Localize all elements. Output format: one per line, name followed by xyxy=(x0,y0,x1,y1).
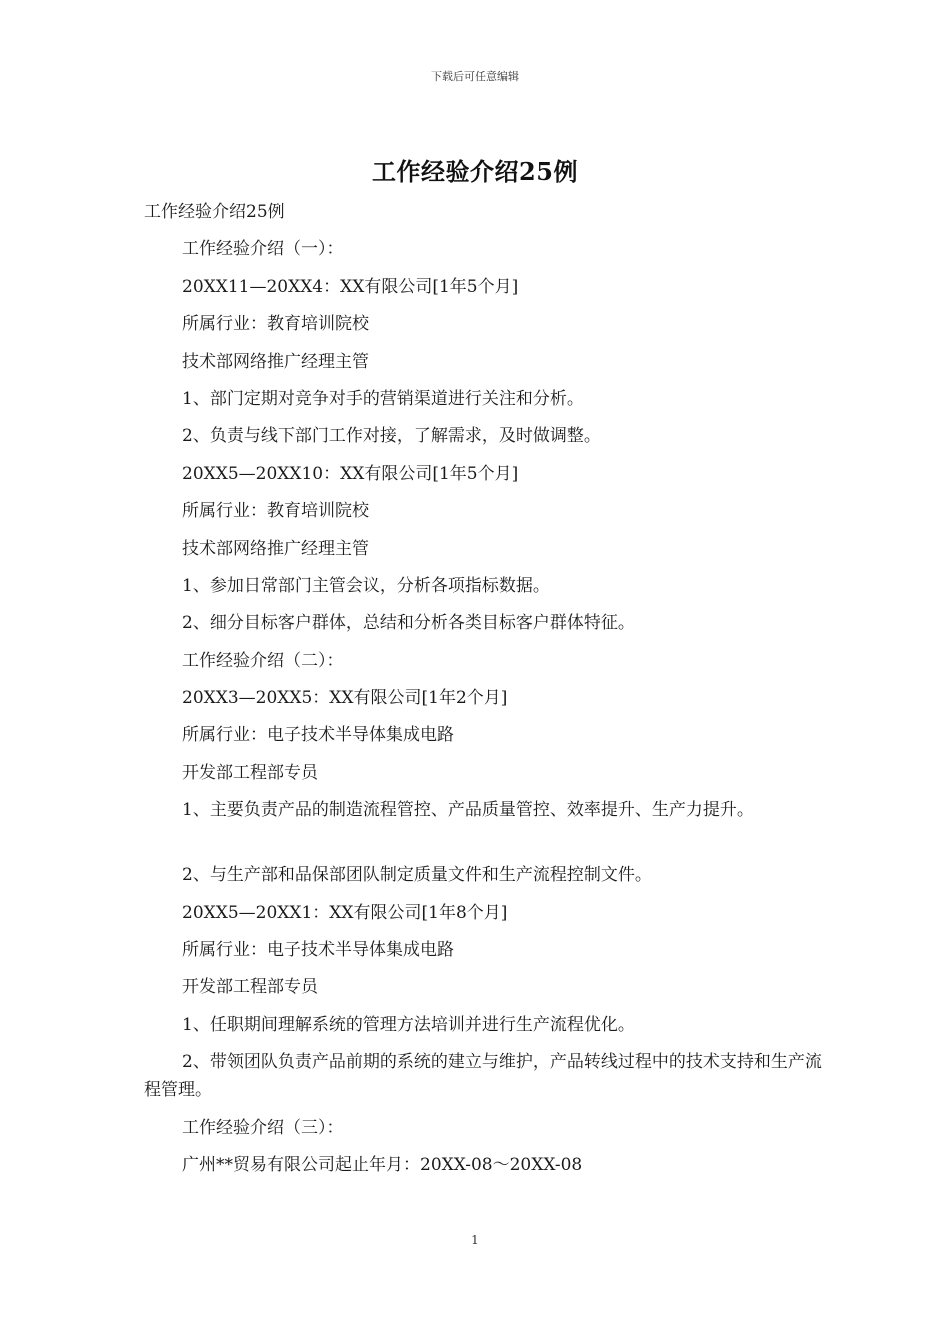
page-number: 1 xyxy=(471,1233,479,1247)
duty-item: 2、与生产部和品保部团队制定质量文件和生产流程控制文件。 xyxy=(182,865,652,886)
duty-item: 1、任职期间理解系统的管理方法培训并进行生产流程优化。 xyxy=(182,1014,635,1035)
company-line: 广州**贸易有限公司起止年月：20XX-08～20XX-08 xyxy=(182,1154,583,1175)
industry-line: 所属行业：教育培训院校 xyxy=(182,501,369,522)
job-period: 20XX5—20XX1：XX有限公司[1年8个月] xyxy=(182,902,508,923)
section-heading-3: 工作经验介绍（三）： xyxy=(182,1117,344,1138)
duty-item: 2、带领团队负责产品前期的系统的建立与维护，产品转线过程中的技术支持和生产流程管理。 xyxy=(144,1052,822,1101)
duty-item: 2、细分目标客户群体，总结和分析各类目标客户群体特征。 xyxy=(182,613,635,634)
duty-item: 1、部门定期对竞争对手的营销渠道进行关注和分析。 xyxy=(182,388,584,409)
paragraph-subtitle: 工作经验介绍25例 xyxy=(144,202,285,222)
industry-line: 所属行业：电子技术半导体集成电路 xyxy=(182,940,454,961)
document-title: 工作经验介绍25例 xyxy=(372,157,578,186)
duty-item: 1、参加日常部门主管会议，分析各项指标数据。 xyxy=(182,575,550,596)
job-period: 20XX5—20XX10：XX有限公司[1年5个月] xyxy=(182,463,519,484)
position-line: 开发部工程部专员 xyxy=(182,977,318,998)
position-line: 技术部网络推广经理主管 xyxy=(182,351,369,372)
industry-line: 所属行业：电子技术半导体集成电路 xyxy=(182,725,454,746)
job-period: 20XX11—20XX4：XX有限公司[1年5个月] xyxy=(182,276,519,297)
industry-line: 所属行业：教育培训院校 xyxy=(182,314,369,335)
duty-item: 2、负责与线下部门工作对接，了解需求，及时做调整。 xyxy=(182,426,601,447)
section-heading-1: 工作经验介绍（一）： xyxy=(182,239,344,260)
document-body xyxy=(144,198,824,1188)
job-period: 20XX3—20XX5：XX有限公司[1年2个月] xyxy=(182,688,508,709)
duty-item: 1、主要负责产品的制造流程管控、产品质量管控、效率提升、生产力提升。 xyxy=(182,800,754,821)
section-heading-2: 工作经验介绍（二）： xyxy=(182,650,344,671)
header-note: 下载后可任意编辑 xyxy=(431,70,519,83)
position-line: 技术部网络推广经理主管 xyxy=(182,538,369,559)
position-line: 开发部工程部专员 xyxy=(182,762,318,783)
